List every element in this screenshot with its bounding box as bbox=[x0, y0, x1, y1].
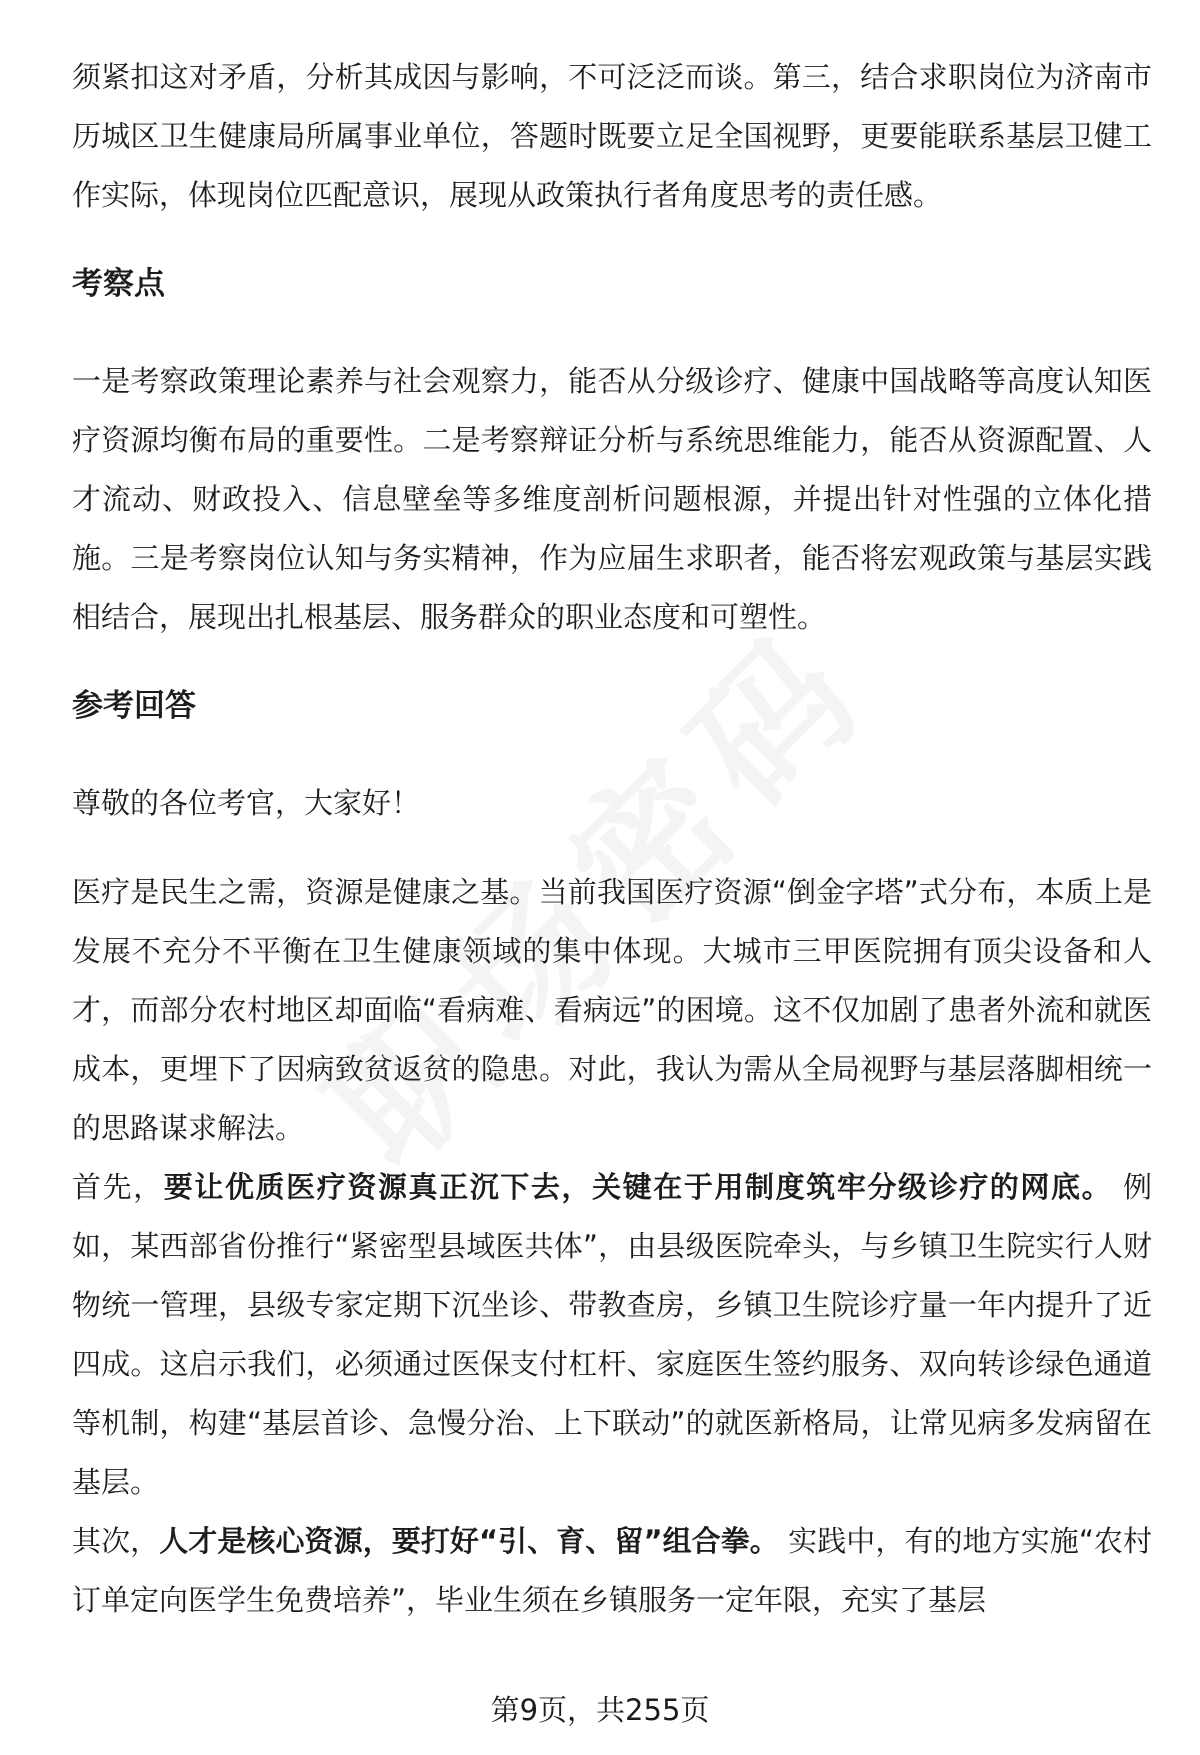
answer-paragraph-2 bbox=[72, 1158, 1152, 1512]
intro-paragraph: 须紧扣这对矛盾，分析其成因与影响，不可泛泛而谈。第三，结合求职岗位为济南市历城区卫生健康局所属事业单位，答题时既要立足全国视野，更要能联系基层卫健工作实际，体现岗位匹配意识，展现从政策执行者角度思考的责任感。 bbox=[72, 60, 1152, 212]
para2-bold-point: 要让优质医疗资源真正沉下去，关键在于用制度筑牢分级诊疗的网底。 bbox=[163, 1170, 1113, 1204]
para2-body: 例如，某西部省份推行“紧密型县域医共体”，由县级医院牵头，与乡镇卫生院实行人财物统一管理，县级专家定期下沉坐诊、带教查房，乡镇卫生院诊疗量一年内提升了近四成。这启示我们，必须通过医保支付杠杆、家庭医生签约服务、双向转诊绿色通道等机制，构建“基层首诊、急慢分治、上下联动”的就医新格局，让常见病多发病留在基层。 bbox=[72, 1170, 1152, 1499]
page-number-footer: 第9页，共255页 bbox=[490, 1693, 710, 1727]
answer-paragraph-3 bbox=[72, 1512, 1152, 1630]
answer-paragraph-1: 医疗是民生之需，资源是健康之基。当前我国医疗资源“倒金字塔”式分布，本质上是发展不充分不平衡在卫生健康领域的集中体现。大城市三甲医院拥有顶尖设备和人才，而部分农村地区却面临“看病难、看病远”的困境。这不仅加剧了患者外流和就医成本，更埋下了因病致贫返贫的隐患。对此，我认为需从全局视野与基层落脚相统一的思路谋求解法。 bbox=[72, 875, 1152, 1145]
para2-lead: 首先， bbox=[72, 1170, 164, 1204]
section-heading-inspection-points: 考察点 bbox=[72, 266, 165, 302]
greeting-paragraph: 尊敬的各位考官，大家好！ bbox=[72, 786, 421, 820]
para3-bold-point: 人才是核心资源，要打好“引、育、留”组合拳。 bbox=[159, 1524, 779, 1558]
para3-body: 实践中，有的地方实施“农村订单定向医学生免费培养”，毕业生须在乡镇服务一定年限，充实了基层 bbox=[72, 1524, 1152, 1617]
document-page bbox=[72, 48, 1152, 1630]
para3-lead: 其次， bbox=[72, 1524, 160, 1558]
section-heading-reference-answer: 参考回答 bbox=[72, 688, 196, 724]
inspection-points-paragraph: 一是考察政策理论素养与社会观察力，能否从分级诊疗、健康中国战略等高度认知医疗资源均衡布局的重要性。二是考察辩证分析与系统思维能力，能否从资源配置、人才流动、财政投入、信息壁垒等多维度剖析问题根源，并提出针对性强的立体化措施。三是考察岗位认知与务实精神，作为应届生求职者，能否将宏观政策与基层实践相结合，展现出扎根基层、服务群众的职业态度和可塑性。 bbox=[72, 364, 1152, 634]
